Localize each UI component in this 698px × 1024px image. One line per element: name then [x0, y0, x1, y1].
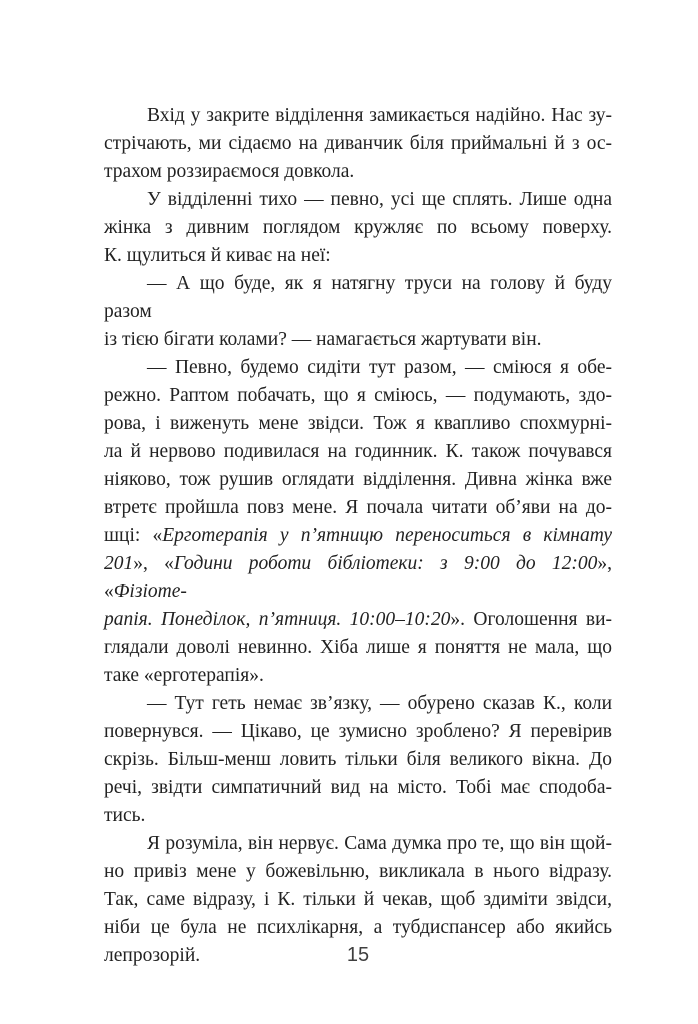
text-run: — А що буде, як я натягну труси на голову й буду разом: [104, 273, 612, 322]
text-run: — Певно, будемо сидіти тут разом, — сміюся я обе-: [147, 357, 612, 378]
italic-text-run: рапія. Понеділок, п’ятниця. 10:00–10:20: [104, 609, 451, 630]
text-block: [104, 102, 612, 970]
text-line: [104, 690, 612, 718]
text-line: [104, 802, 612, 830]
text-run: із тією бігати колами? — намагається жартувати він.: [104, 329, 542, 350]
text-run: жінка з дивним поглядом кружляє по всьому поверху.: [104, 217, 612, 238]
text-run: скрізь. Більш-менш ловить тільки біля великого вікна. До: [104, 749, 612, 770]
text-line: [104, 774, 612, 802]
text-line: [104, 242, 612, 270]
text-run: речі, звідти симпатичний вид на місто. Тобі має сподоба-: [104, 777, 612, 798]
text-line: [104, 270, 612, 326]
text-line: [104, 438, 612, 466]
text-run: ла й нервово подивилася на годинник. К. також почувався: [104, 441, 612, 462]
text-line: [104, 130, 612, 158]
text-line: [104, 158, 612, 186]
text-run: тись.: [104, 805, 146, 826]
text-run: ніяково, тож рушив оглядати відділення. Дивна жінка вже: [104, 469, 612, 490]
italic-text-run: 201: [104, 553, 134, 574]
italic-text-run: Ерготерапія у п’ятницю переноситься в кімнату: [162, 525, 612, 546]
text-run: Так, саме відразу, і К. тільки й чекав, щоб здиміти звідси,: [104, 889, 612, 910]
text-run: », «: [133, 553, 174, 574]
text-run: У відділенні тихо — певно, усі ще сплять. Лише одна: [147, 189, 612, 210]
text-run: повернувся. — Цікаво, це зумисно зроблено? Я перевірив: [104, 721, 612, 742]
text-line: [104, 326, 612, 354]
text-line: [104, 718, 612, 746]
text-line: [104, 634, 612, 662]
text-line: [104, 914, 612, 942]
text-line: [104, 410, 612, 438]
text-run: К. щулиться й киває на неї:: [104, 245, 331, 266]
text-line: [104, 186, 612, 214]
paragraph: [104, 270, 612, 354]
paragraph: [104, 690, 612, 830]
text-run: рова, і виженуть мене звідси. Тож я квапливо спохмурні-: [104, 413, 612, 434]
text-line: [104, 606, 612, 634]
text-line: [104, 550, 612, 606]
text-line: [104, 858, 612, 886]
text-run: », «: [104, 553, 612, 602]
paragraph: [104, 102, 612, 186]
text-line: [104, 522, 612, 550]
text-run: шці: «: [104, 525, 163, 546]
text-run: но привіз мене у божевільню, викликала в нього відразу.: [104, 861, 612, 882]
text-line: [104, 886, 612, 914]
text-line: [104, 102, 612, 130]
text-run: Я розуміла, він нервує. Сама думка про те, що він щой-: [147, 833, 612, 854]
text-run: таке «ерготерапія».: [104, 665, 264, 686]
text-line: [104, 746, 612, 774]
text-line: [104, 214, 612, 242]
italic-text-run: Години роботи бібліотеки: з 9:00 до 12:00: [173, 553, 598, 574]
text-line: [104, 494, 612, 522]
paragraph: [104, 186, 612, 270]
text-run: режно. Раптом побачать, що я сміюсь, — подумають, здо-: [104, 385, 612, 406]
text-line: [104, 354, 612, 382]
paragraph: [104, 354, 612, 690]
text-run: ». Оголошення ви-: [450, 609, 613, 630]
text-line: [104, 466, 612, 494]
text-line: [104, 830, 612, 858]
text-run: ніби це була не психлікарня, а тубдиспансер або якийсь: [104, 917, 612, 938]
text-run: глядали доволі невинно. Хіба лише я поняття не мала, що: [104, 637, 612, 658]
italic-text-run: Фізіоте-: [113, 581, 187, 602]
text-line: [104, 382, 612, 410]
page-number: 15: [346, 944, 370, 966]
text-run: стрічають, ми сідаємо на диванчик біля приймальні й з ос-: [104, 133, 612, 154]
text-line: [104, 662, 612, 690]
text-run: — Тут геть немає зв’язку, — обурено сказав К., коли: [147, 693, 612, 714]
text-run: лепрозорій.: [104, 945, 201, 966]
text-run: трахом роззираємося довкола.: [104, 161, 355, 182]
text-run: втретє пройшла повз мене. Я почала читати об’яви на до-: [104, 497, 612, 518]
text-run: Вхід у закрите відділення замикається надійно. Нас зу-: [147, 105, 612, 126]
